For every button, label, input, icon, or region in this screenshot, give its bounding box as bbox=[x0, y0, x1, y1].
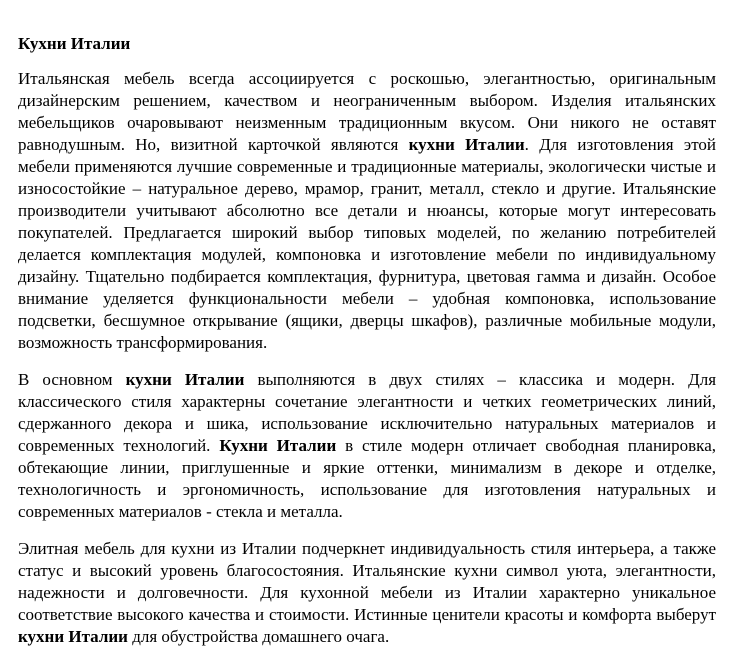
text-run: выполняются в двух стилях – классика и модерн. Для классического стиля характерны сочетание элегантности и четких геометрических линий, сдержанного декора и шика, использование исключительно натуральных материалов и современных технологий. bbox=[18, 370, 717, 455]
document-title: Кухни Италии bbox=[18, 34, 131, 53]
bold-keyword: кухни Италии bbox=[125, 370, 245, 389]
bold-keyword: Кухни Италии bbox=[219, 436, 337, 455]
text-run: Итальянская мебель всегда ассоциируется с роскошью, элегантностью, оригинальным дизайнерским решением, качеством и неограниченным выбором. Изделия итальянских мебельщиков очаровывают неизменным традиционным вкусом. Они никого не оставят равнодушным. Но, визитной карточкой являются bbox=[18, 69, 716, 154]
document-body bbox=[18, 68, 716, 648]
text-run: В основном bbox=[18, 370, 126, 389]
bold-keyword: кухни Италии bbox=[408, 135, 525, 154]
bold-keyword: кухни Италии bbox=[18, 627, 128, 646]
paragraph bbox=[18, 369, 716, 523]
paragraph bbox=[18, 68, 716, 354]
text-run: Элитная мебель для кухни из Италии подчеркнет индивидуальность стиля интерьера, а также статус и высокий уровень благосостояния. Итальянские кухни символ уюта, элегантности, надежности и долговечности. Для кухонной мебели из Италии характерно уникальное соответствие высокого качества и стоимости. Истинные ценители красоты и комфорта выберут bbox=[18, 539, 716, 624]
text-run: . Для изготовления этой мебели применяются лучшие современные и традиционные материалы, экологически чистые и износостойкие – натуральное дерево, мрамор, гранит, металл, стекло и другие. Итальянские производители учитывают абсолютно все детали и нюансы, которые могут интересовать покупателей. Предлагается широкий выбор типовых моделей, по желанию потребителей делается комплектация модулей, компоновка и изготовление мебели по индивидуальному дизайну. Тщательно подбирается комплектация, фурнитура, цветовая гамма и дизайн. Особое внимание уделяется функциональности мебели – удобная компоновка, использование подсветки, бесшумное открывание (ящики, дверцы шкафов), различные мобильные модули, возможность трансформирования. bbox=[18, 135, 717, 352]
text-run: в стиле модерн отличает свободная планировка, обтекающие линии, приглушенные и яркие оттенки, минимализм в декоре и отделке, технологичность и эргономичность, использование для изготовления натуральных и современных материалов - стекла и металла. bbox=[18, 436, 716, 521]
text-run: для обустройства домашнего очага. bbox=[127, 627, 390, 646]
paragraph bbox=[18, 538, 716, 648]
